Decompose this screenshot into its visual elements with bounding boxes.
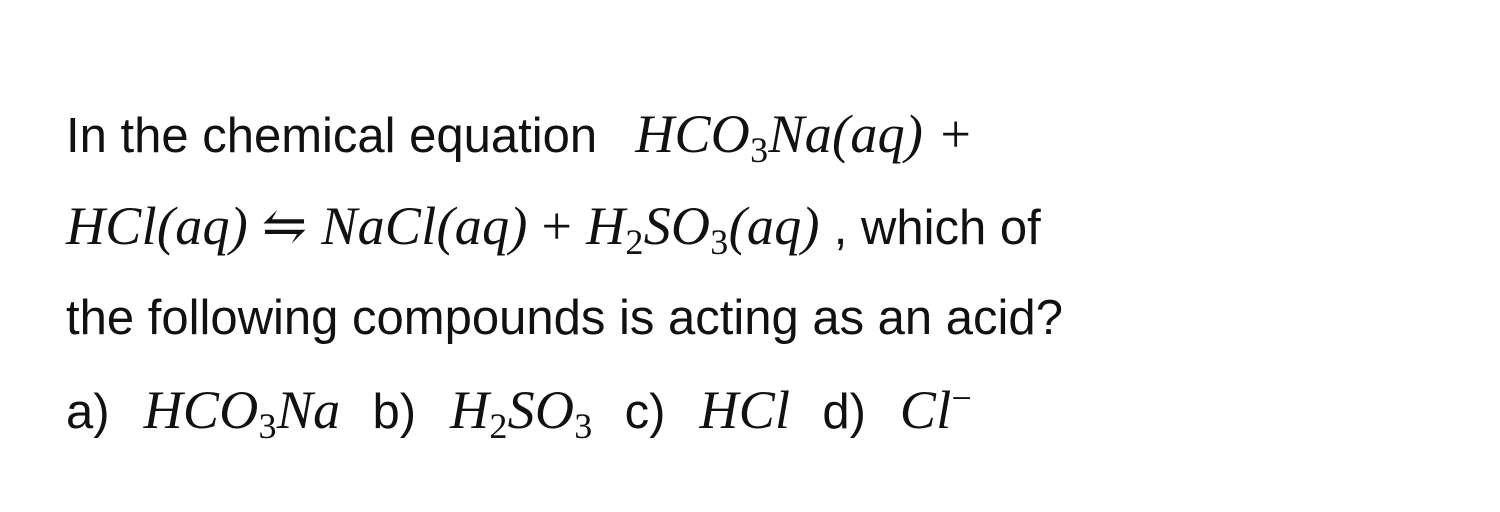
option-b-formula[interactable]: $H_2SO_3$ [450,380,593,446]
option-a-formula[interactable]: $HCO_3Na$ [143,380,341,446]
question-line-2 [66,180,1446,272]
equation-line-2 [66,180,820,272]
question-block [66,88,1446,460]
equation-reactant-2: HCl(aq) [66,196,249,256]
option-a-label[interactable]: a) [66,385,110,439]
option-b-label[interactable]: b) [372,385,417,439]
question-line-1 [66,88,1446,180]
equation-reactant-1: $HCO_3Na(aq)$ + [635,104,974,170]
equation-product-2: $H_2SO_3(aq)$ [586,196,820,262]
option-c-formula[interactable]: HCl [699,380,791,440]
question-prefix: In the chemical equation [66,109,598,163]
equilibrium-arrow: ⇋ [261,196,308,256]
equation-product-1: NaCl(aq) [321,196,528,256]
option-c-label[interactable]: c) [624,385,666,439]
option-d-formula[interactable]: Cl− [899,378,973,440]
question-line-3 [66,272,1446,364]
plus-sign: + [541,196,573,256]
answer-options [66,364,1446,460]
question-suffix: , which of [833,201,1041,255]
option-d-label[interactable]: d) [822,385,866,439]
question-text-line-3: the following compounds is acting as an acid? [66,291,1063,345]
